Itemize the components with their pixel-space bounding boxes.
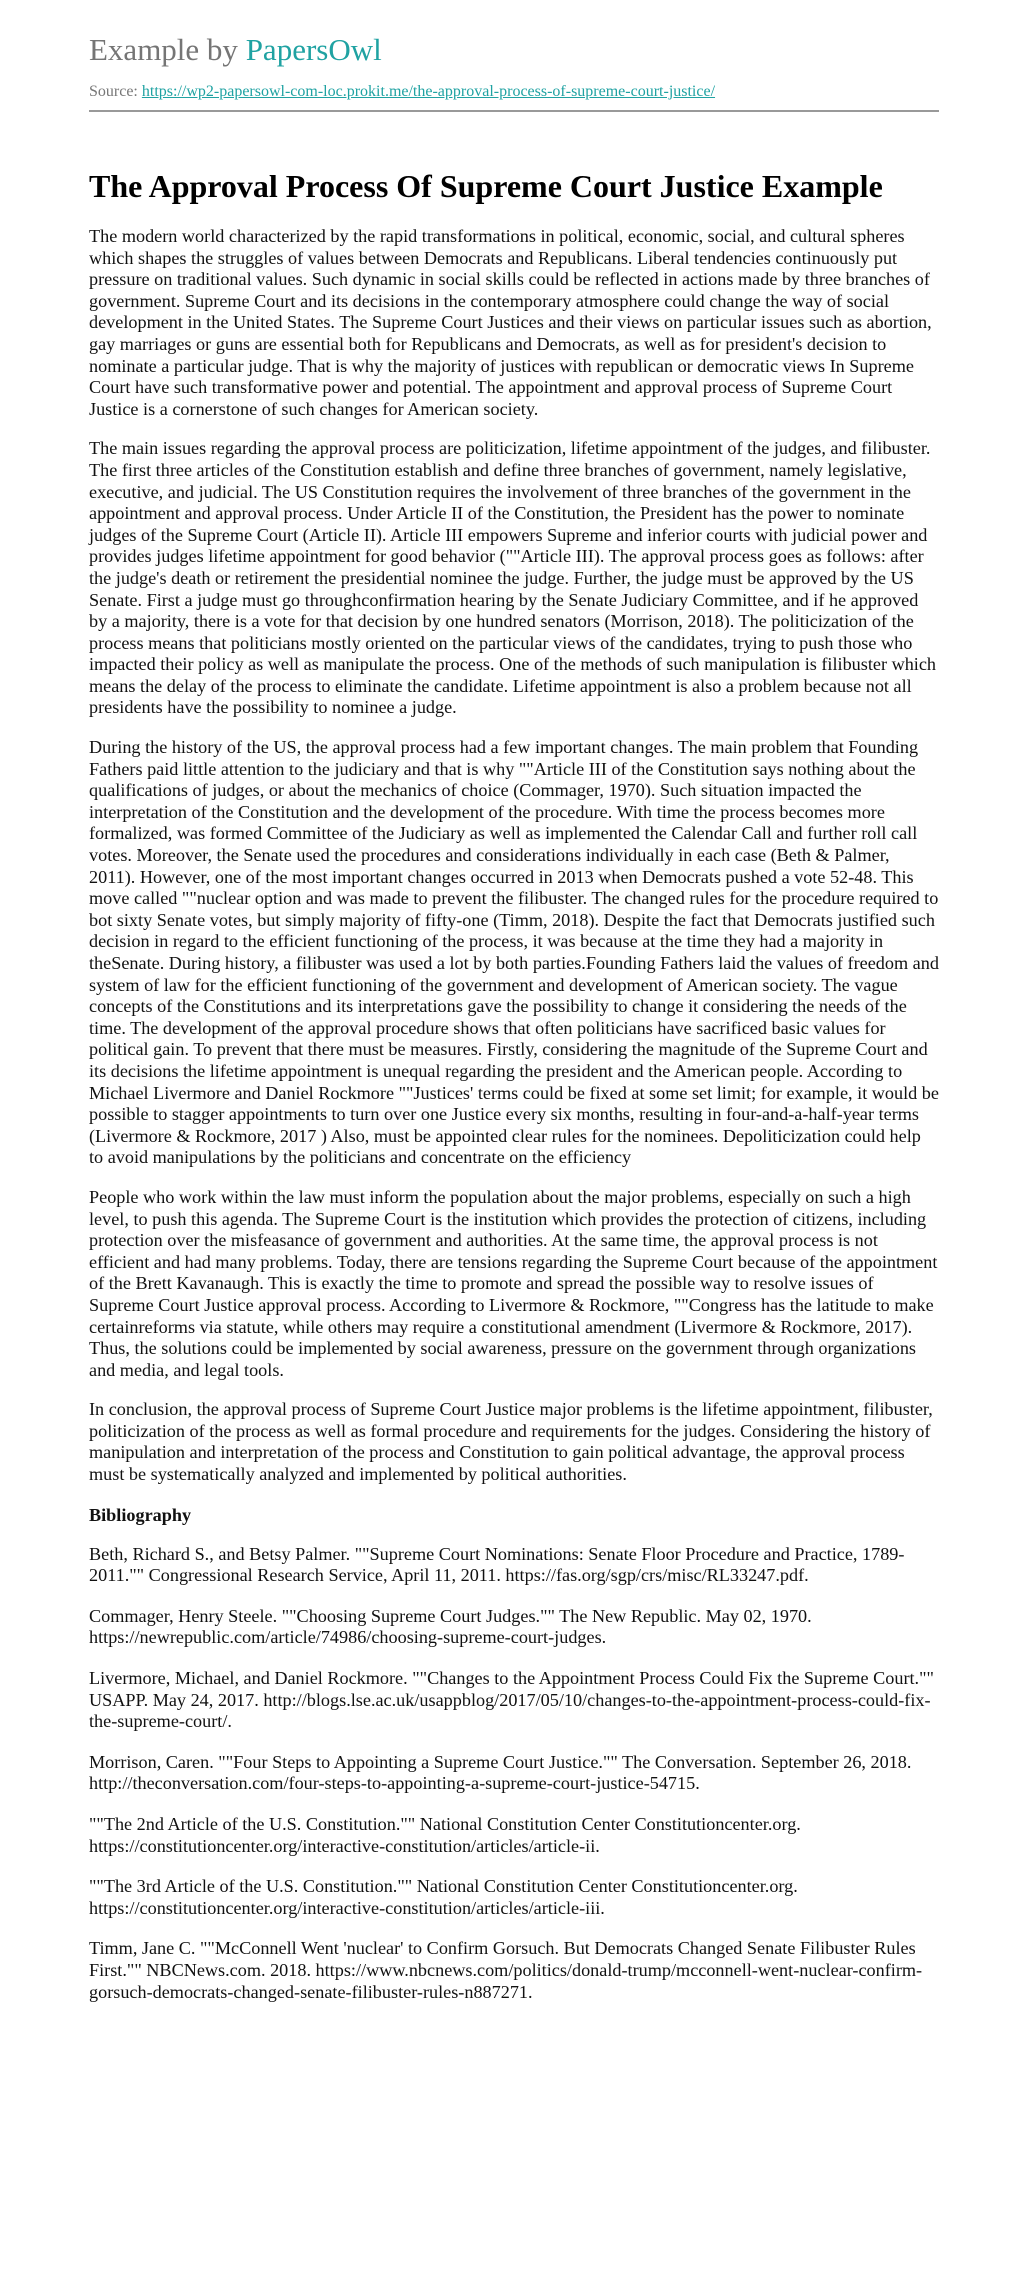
paragraph: During the history of the US, the approval process had a few important changes. The main problem that Founding Fathers paid little attention to the judiciary and that is why ""Article III of the Constitution says nothing about the qualifications of judges, or about the mechanics of choice (Commager, 1970). Such situation impacted the interpretation of the Constitution and the development of the procedure. With time the process becomes more formalized, was formed Committee of the Judiciary as well as implemented the Calendar Call and further roll call votes. Moreover, the Senate used the procedures and considerations individually in each case (Beth & Palmer, 2011). However, one of the most important changes occurred in 2013 when Democrats pushed a vote 52-48. This move called ""nuclear option and was made to prevent the filibuster. The changed rules for the procedure required to bot sixty Senate votes, but simply majority of fifty-one (Timm, 2018). Despite the fact that Democrats justified such decision in regard to the efficient functioning of the process, it was because at the time they had a majority in theSenate. During history, a filibuster was used a lot by both parties.Founding Fathers laid the values of freedom and system of law for the efficient functioning of the government and development of American society. The vague concepts of the Constitutions and its interpretations gave the possibility to change it considering the needs of the time. The development of the approval procedure shows that often politicians have sacrificed basic values for political gain. To prevent that there must be measures. Firstly, considering the magnitude of the Supreme Court and its decisions the lifetime appointment is unequal regarding the president and the American people. According to Michael Livermore and Daniel Rockmore ""Justices' terms could be fixed at some set limit; for example, it would be possible to stagger appointments to turn over one Justice every six months, resulting in four-and-a-half-year terms (Livermore & Rockmore, 2017 ) Also, must be appointed clear rules for the nominees. Depoliticization could help to avoid manipulations by the politicians and concentrate on the efficiency xyxy=(89,737,939,1168)
paragraph: The main issues regarding the approval process are politicization, lifetime appointment of the judges, and filibuster. The first three articles of the Constitution establish and define three branches of government, namely legislative, executive, and judicial. The US Constitution requires the involvement of three branches of the government in the appointment and approval process. Under Article II of the Constitution, the President has the power to nominate judges of the Supreme Court (Article II). Article III empowers Supreme and inferior courts with judicial power and provides judges lifetime appointment for good behavior (""Article III). The approval process goes as follows: after the judge's death or retirement the presidential nominee the judge. Further, the judge must be approved by the US Senate. First a judge must go throughconfirmation hearing by the Senate Judiciary Committee, and if he approved by a majority, there is a vote for that decision by one hundred senators (Morrison, 2018). The politicization of the process means that politicians mostly oriented on the particular views of the candidates, trying to push those who impacted their policy as well as manipulate the process. One of the methods of such manipulation is filibuster which means the delay of the process to eliminate the candidate. Lifetime appointment is also a problem because not all presidents have the possibility to nominee a judge. xyxy=(89,438,937,718)
document-body xyxy=(89,226,939,2003)
bibliography-entry: ""The 2nd Article of the U.S. Constitution."" National Constitution Center Constitutioncenter.org. https://constitutioncenter.org/interactive-constitution/articles/article-ii. xyxy=(89,1814,801,1856)
bibliography-entry: Livermore, Michael, and Daniel Rockmore. ""Changes to the Appointment Process Could Fix the Supreme Court."" USAPP. May 24, 2017. http://blogs.lse.ac.uk/usappblog/2017/05/10/changes-to-the-appointment-process-could-fix-the-supreme-court/. xyxy=(89,1668,934,1732)
bibliography-heading: Bibliography xyxy=(89,1504,192,1525)
bibliography-list xyxy=(89,1544,939,2004)
paragraph: People who work within the law must inform the population about the major problems, especially on such a high level, to push this agenda. The Supreme Court is the institution which provides the protection of citizens, including protection over the misfeasance of government and authorities. At the same time, the approval process is not efficient and had many problems. Today, there are tensions regarding the Supreme Court because of the appointment of the Brett Kavanaugh. This is exactly the time to promote and spread the possible way to resolve issues of Supreme Court Justice approval process. According to Livermore & Rockmore, ""Congress has the latitude to make certainreforms via statute, while others may require a constitutional amendment (Livermore & Rockmore, 2017). Thus, the solutions could be implemented by social awareness, pressure on the government through organizations and media, and legal tools. xyxy=(89,1186,938,1380)
source-label: Source: xyxy=(89,83,142,100)
header-prefix: Example by xyxy=(89,32,246,67)
bibliography-entry: Morrison, Caren. ""Four Steps to Appointing a Supreme Court Justice."" The Conversation. September 26, 2018. http://theconversation.com/four-steps-to-appointing-a-supreme-court-justice-54715. xyxy=(89,1751,912,1794)
source-line xyxy=(89,82,939,102)
bibliography-entry: Timm, Jane C. ""McConnell Went 'nuclear' to Confirm Gorsuch. But Democrats Changed Senate Filibuster Rules First."" NBCNews.com. 2018. https://www.nbcnews.com/politics/donald-trump/mcconnell-went-nuclear-confirm-gorsuch-democrats-changed-senate-filibuster-rules-n887271. xyxy=(89,1938,923,2002)
paragraph: The modern world characterized by the rapid transformations in political, economic, social, and cultural spheres which shapes the struggles of values between Democrats and Republicans. Liberal tendencies continuously put pressure on traditional values. Such dynamic in social skills could be reflected in actions made by three branches of government. Supreme Court and its decisions in the contemporary atmosphere could change the way of social development in the United States. The Supreme Court Justices and their views on particular issues such as abortion, gay marriages or guns are essential both for Republicans and Democrats, as well as for president's decision to nominate a particular judge. That is why the majority of justices with republican or democratic views In Supreme Court have such transformative power and potential. The appointment and approval process of Supreme Court Justice is a cornerstone of such changes for American society. xyxy=(89,226,932,419)
bibliography-entry: ""The 3rd Article of the U.S. Constitution."" National Constitution Center Constitutioncenter.org. https://constitutioncenter.org/interactive-constitution/articles/article-iii. xyxy=(89,1876,798,1918)
paragraph: In conclusion, the approval process of Supreme Court Justice major problems is the lifetime appointment, filibuster, politicization of the process as well as formal procedure and requirements for the judges. Considering the history of manipulation and interpretation of the process and Constitution to gain political advantage, the approval process must be systematically analyzed and implemented by political authorities. xyxy=(89,1399,933,1485)
document-title: The Approval Process Of Supreme Court Justice Example xyxy=(89,168,883,204)
header-divider xyxy=(89,110,939,112)
header-title xyxy=(89,0,939,70)
document-page xyxy=(89,0,939,2022)
source-link[interactable]: https://wp2-papersowl-com-loc.prokit.me/the-approval-process-of-supreme-court-justice/ xyxy=(141,83,716,100)
bibliography-entry: Beth, Richard S., and Betsy Palmer. ""Supreme Court Nominations: Senate Floor Procedure and Practice, 1789-2011."" Congressional Research Service, April 11, 2011. https://fas.org/sgp/crs/misc/RL33247.pdf. xyxy=(89,1543,905,1586)
brand-name: PapersOwl xyxy=(245,32,382,67)
bibliography-entry: Commager, Henry Steele. ""Choosing Supreme Court Judges."" The New Republic. May 02, 1970. https://newrepublic.com/article/74986/choosing-supreme-court-judges. xyxy=(89,1605,812,1648)
